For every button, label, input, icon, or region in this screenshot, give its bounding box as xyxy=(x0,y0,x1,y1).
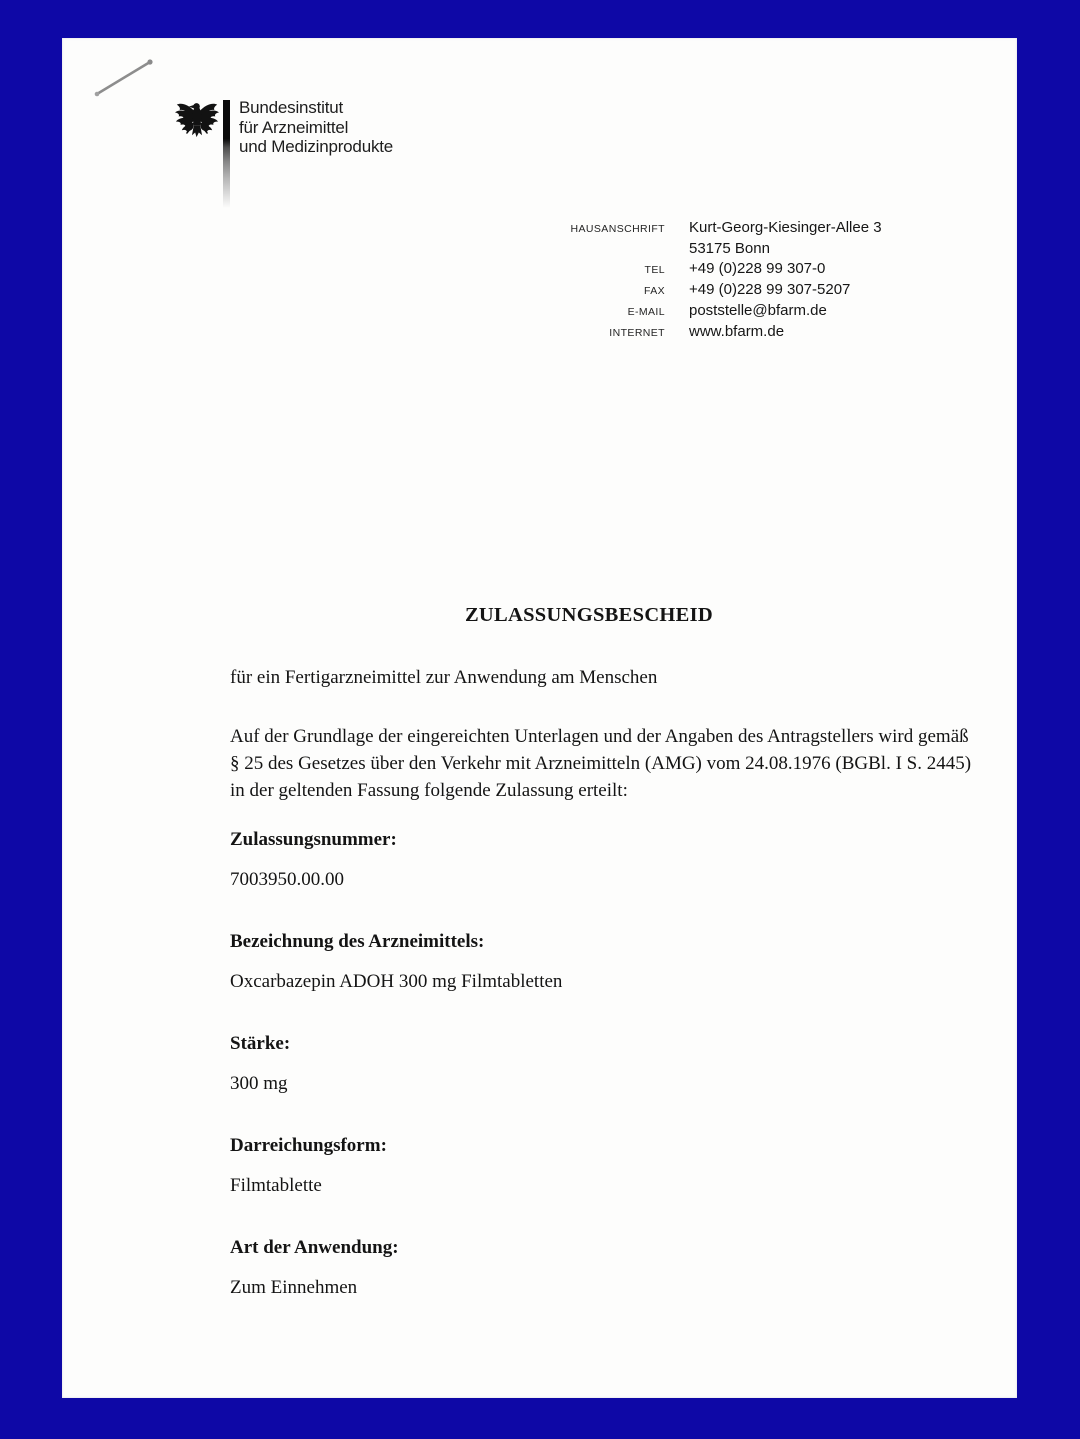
contact-value: +49 (0)228 99 307-5207 xyxy=(689,280,851,298)
field-label: Art der Anwendung: xyxy=(230,1237,399,1258)
contact-value: Kurt-Georg-Kiesinger-Allee 3 xyxy=(689,219,882,236)
contact-label: FAX xyxy=(643,284,665,297)
field-label: Stärke: xyxy=(230,1033,291,1054)
field-value: Filmtablette xyxy=(230,1175,322,1196)
contact-label: HAUSANSCHRIFT xyxy=(570,223,665,235)
staple-mark xyxy=(90,54,160,102)
contact-row-fax xyxy=(502,280,882,301)
field-bezeichnung xyxy=(230,930,948,994)
document-subtitle: für ein Fertigarzneimittel zur Anwendung am Menschen xyxy=(230,667,658,688)
contact-value: www.bfarm.de xyxy=(689,323,785,341)
contact-value: +49 (0)228 99 307-0 xyxy=(689,259,826,277)
field-value: 300 mg xyxy=(230,1073,288,1094)
contact-block xyxy=(502,218,882,344)
intro-line-2: § 25 des Gesetzes über den Verkehr mit Arzneimitteln (AMG) vom 24.08.1976 (BGBl. I S. 2445) xyxy=(230,753,972,774)
field-darreichungsform xyxy=(230,1134,948,1198)
logo-divider-bar xyxy=(223,100,230,208)
intro-paragraph xyxy=(230,723,972,804)
document-title: ZULASSUNGSBESCHEID xyxy=(464,604,714,626)
field-label: Bezeichnung des Arzneimittels: xyxy=(230,931,485,952)
federal-eagle-icon xyxy=(174,100,220,144)
field-label: Zulassungsnummer: xyxy=(230,829,397,850)
contact-label: INTERNET xyxy=(609,327,665,340)
contact-label: E-MAIL xyxy=(627,306,665,319)
contact-row-city xyxy=(502,239,882,258)
field-label: Darreichungsform: xyxy=(230,1135,387,1156)
contact-row-email xyxy=(502,301,882,322)
logo-line-3: und Medizinprodukte xyxy=(239,137,394,156)
field-value: 7003950.00.00 xyxy=(230,869,344,890)
contact-value: 53175 Bonn xyxy=(689,240,770,258)
contact-row-address xyxy=(502,218,882,239)
logo-line-2: für Arzneimittel xyxy=(239,117,349,137)
logo-wordmark xyxy=(239,98,393,157)
intro-line-3: in der geltenden Fassung folgende Zulassung erteilt: xyxy=(230,780,628,801)
field-zulassungsnummer xyxy=(230,828,948,892)
logo-line-1: Bundesinstitut xyxy=(239,98,343,117)
document-body xyxy=(230,603,972,1338)
contact-row-internet xyxy=(502,322,882,343)
intro-line-1: Auf der Grundlage der eingereichten Unterlagen und der Angaben des Antragstellers wird gemäß xyxy=(230,726,969,747)
field-value: Oxcarbazepin ADOH 300 mg Filmtabletten xyxy=(230,971,563,992)
field-staerke xyxy=(230,1032,948,1096)
contact-label: TEL xyxy=(644,263,665,276)
contact-value: poststelle@bfarm.de xyxy=(689,302,827,320)
contact-row-tel xyxy=(502,259,882,280)
field-art-der-anwendung xyxy=(230,1236,948,1300)
field-value: Zum Einnehmen xyxy=(230,1277,358,1298)
document-page xyxy=(62,38,1017,1398)
